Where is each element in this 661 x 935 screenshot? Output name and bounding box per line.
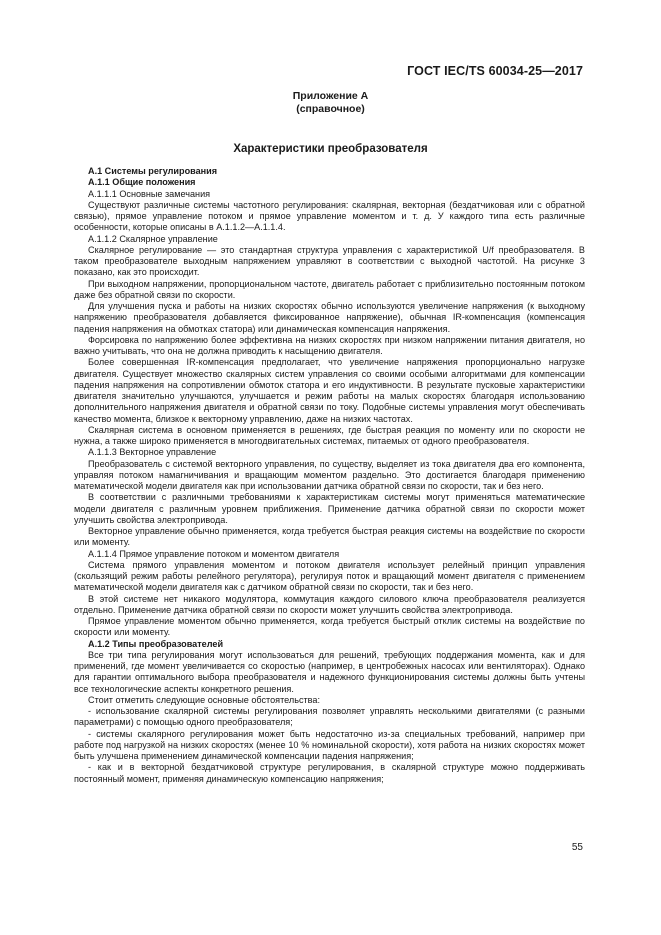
paragraph: Прямое управление моментом обычно применяется, когда требуется быстрый отклик системы на воздействие по скорости или моменту. (74, 616, 585, 638)
list-item: - системы скалярного регулирования может быть недостаточно из-за специальных требований, например при работе под нагрузкой на низких скоростях (менее 10 % номинальной скорости), хотя работа на низких скоростях может быть улучшена применением динамической компенсации падения напряжения; (74, 728, 585, 761)
paragraph: Скалярное регулирование — это стандартная структура управления с характеристикой U/f преобразователя. В таком преобразователе выходным напряжением управляют в соответствии с выходной частотой. На рисунке 3 показано, как это происходит. (74, 244, 585, 278)
list-item: - как и в векторной бездатчиковой структуре регулирования, в скалярной структуре можно поддерживать постоянный момент, применяя динамическую компенсацию напряжения; (74, 762, 585, 784)
paragraph: В этой системе нет никакого модулятора, коммутация каждого силового ключа преобразователя реализуется отдельно. Применение датчика обратной связи по скорости может улучшить свойства электропривода. (74, 593, 585, 615)
subheading-a114: A.1.1.4 Прямое управление потоком и моментом двигателя (88, 548, 340, 559)
paragraph: Более совершенная IR-компенсация предполагает, что увеличение напряжения пропорционально нагрузке двигателя. Существует множество скалярных систем управления со своими особыми алгоритмами для компенсации падения напряжения на сопротивлении обмоток статора и его индуктивности. В результате пусковые характеристики двигателя значительно улучшаются, улучшается и режим работы на малых скоростях благодаря использованию дополнительного напряжения двигателя и обратной связи по току. Подобные системы управления могут обеспечивать качество момента, близкое к векторному управлению, даже на низких частотах. (74, 357, 585, 424)
page-number: 55 (571, 842, 583, 853)
body-text (74, 166, 585, 785)
subheading-a112: A.1.1.2 Скалярное управление (88, 233, 218, 244)
paragraph: Все три типа регулирования могут использоваться для решений, требующих поддержания момента, как и для применений, где момент увеличивается со скоростью (например, в центробежных насосах или вентиляторах). Однако для гарантии оптимального выбора преобразователя и надежного функционирования системы должны быть учтены все технологические аспекты конкретного решения. (74, 649, 585, 694)
paragraph: Преобразователь с системой векторного управления, по существу, выделяет из тока двигателя два его компонента, управляя потоком намагничивания и вращающим моментом раздельно. Это достигается благодаря применению математической модели двигателя как при использовании датчика обратной связи по скорости, так и без него. (74, 458, 585, 491)
paragraph: Существуют различные системы частотного регулирования: скалярная, векторная (бездатчиковая или с обратной связью), прямое управление потоком и прямое управление моментом и т. д. У каждого типа есть различные особенности, которые описаны в A.1.1.2—A.1.1.4. (74, 199, 585, 233)
paragraph: Для улучшения пуска и работы на низких скоростях обычно используются увеличение напряжения (к выходному напряжению преобразователя добавляется фиксированное напряжение), обычная IR-компенсация (компенсация падения напряжения на обмотках статора) или динамическая компенсация напряжения. (74, 301, 585, 334)
paragraph: Стоит отметить следующие основные обстоятельства: (88, 694, 320, 705)
heading-a12: A.1.2 Типы преобразователей (88, 638, 224, 649)
heading-a1: A.1 Системы регулирования (88, 166, 218, 176)
paragraph: Система прямого управления моментом и потоком двигателя использует релейный принцип управления (скользящий режим работы релейного регулятора), регулируя поток и вращающий момент двигателя с применением математической модели двигателя как с датчиком обратной связи по скорости, так и без него. (74, 559, 585, 593)
section-title: Характеристики преобразователя (233, 143, 428, 155)
document-code: ГОСТ IEC/TS 60034-25—2017 (407, 64, 583, 78)
heading-a11: A.1.1 Общие положения (88, 177, 196, 188)
subheading-a111: A.1.1.1 Основные замечания (88, 188, 211, 199)
paragraph: Форсировка по напряжению более эффективна на низких скоростях при низком напряжении питания двигателя, но важно учитывать, что она не должна приводить к насыщению двигателя. (74, 334, 585, 356)
appendix-title: Приложение A (292, 90, 369, 102)
list-item: - использование скалярной системы регулирования позволяет управлять несколькими двигателями (с разными параметрами) с помощью одного преобразователя; (74, 706, 585, 728)
appendix-note: (справочное) (296, 103, 365, 115)
paragraph: Скалярная система в основном применяется в решениях, где быстрая реакция по моменту или по скорости не нужна, а также широко применяется в многодвигательных системах, питаемых от одного преобразователя. (74, 424, 585, 446)
appendix-heading (0, 90, 661, 116)
paragraph: Векторное управление обычно применяется, когда требуется быстрая реакция системы на воздействие по скорости или моменту. (74, 526, 585, 548)
subheading-a113: A.1.1.3 Векторное управление (88, 447, 217, 458)
paragraph: При выходном напряжении, пропорциональном частоте, двигатель работает с приблизительно постоянным потоком даже без обратной связи по скорости. (74, 278, 585, 300)
paragraph: В соответствии с различными требованиями к характеристикам системы могут применяться математические модели двигателя с различным уровнем приближения. Применение датчика обратной связи по скорости может улучшить свойства электропривода. (74, 492, 585, 525)
